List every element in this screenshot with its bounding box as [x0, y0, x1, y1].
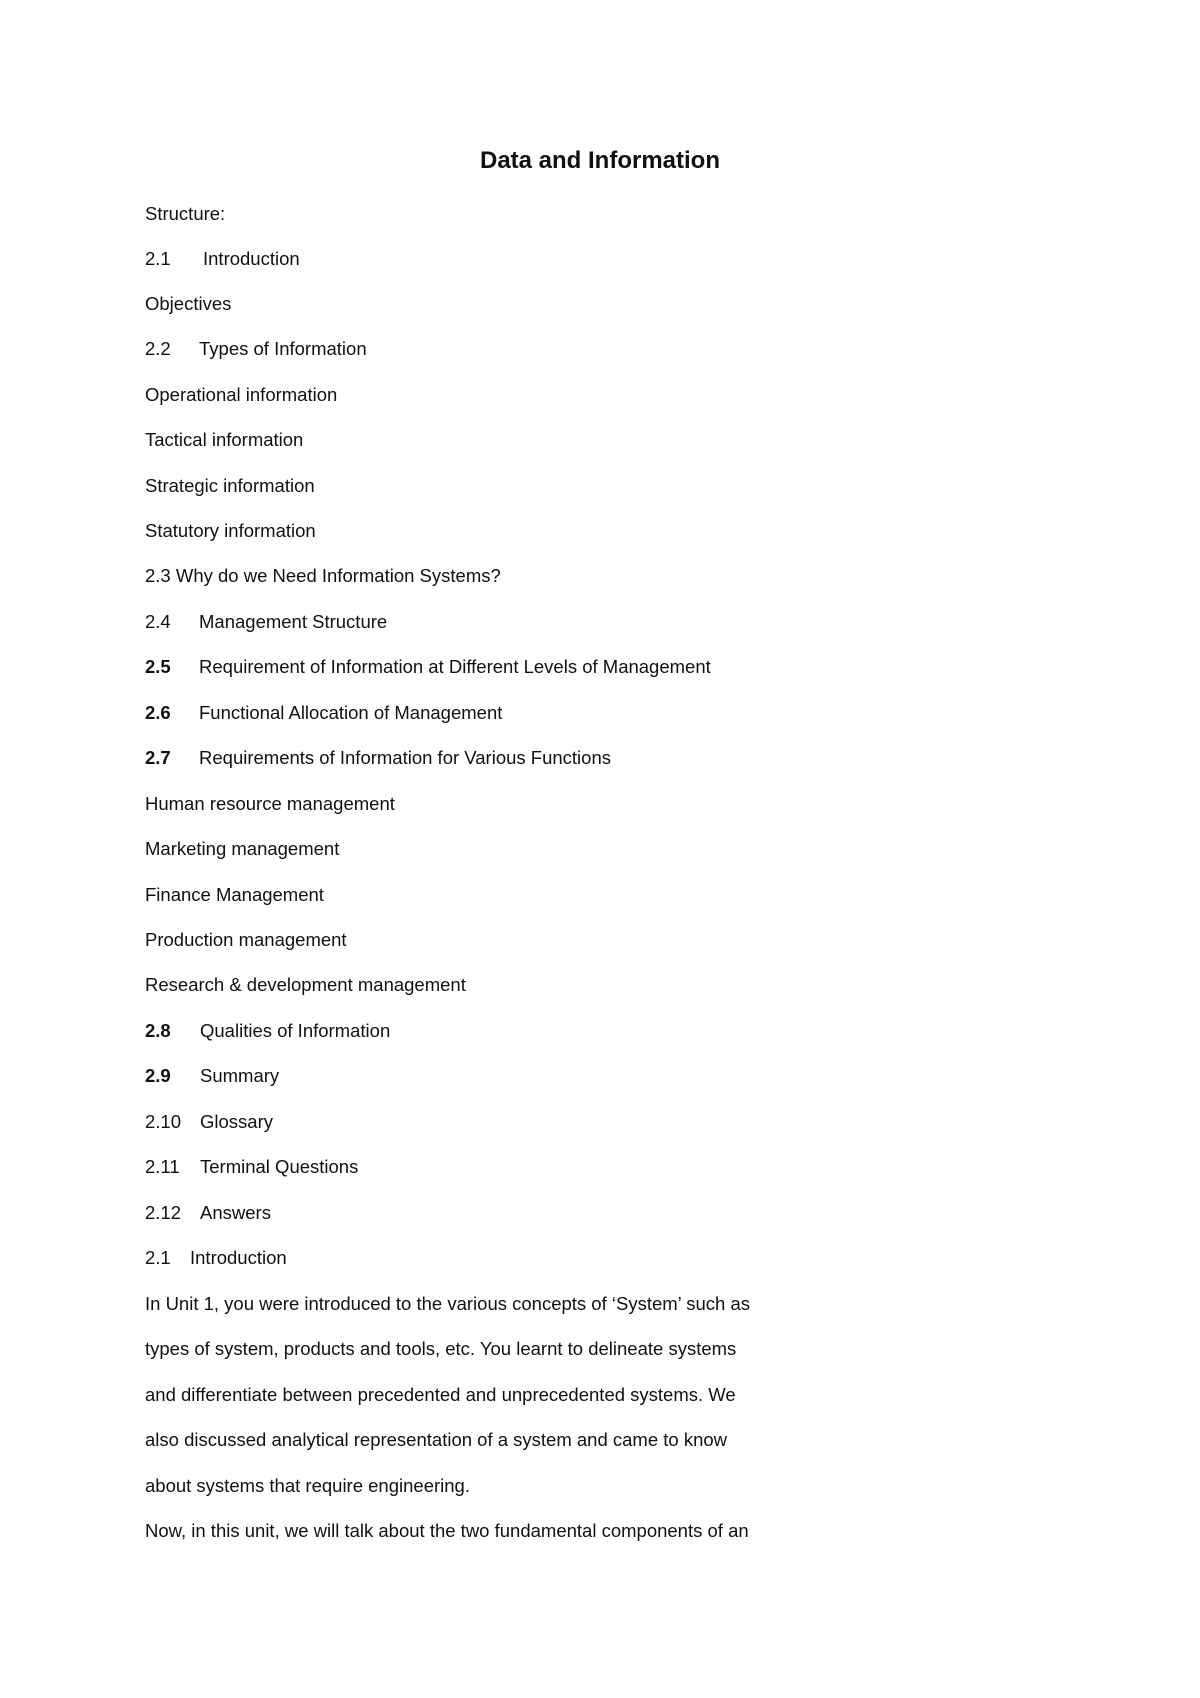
- toc-text: Qualities of Information: [200, 1020, 391, 1041]
- toc-item: Statutory information: [145, 520, 316, 541]
- toc-item: Tactical information: [145, 429, 304, 450]
- body-line: types of system, products and tools, etc. You learnt to delineate systems: [145, 1338, 737, 1359]
- toc-number: 2.9: [145, 1065, 171, 1086]
- document-title: Data and Information: [479, 147, 720, 174]
- toc-item: [145, 701, 502, 725]
- toc-number: 2.6: [145, 702, 171, 723]
- toc-item: [145, 655, 711, 679]
- toc-number: 2.4: [145, 611, 171, 632]
- toc-number: 2.5: [145, 656, 171, 677]
- toc-text: Requirement of Information at Different Levels of Management: [199, 656, 711, 677]
- toc-item: Finance Management: [145, 884, 324, 905]
- toc-text: Introduction: [203, 248, 300, 269]
- toc-item: Strategic information: [145, 475, 315, 496]
- toc-item: Objectives: [145, 293, 232, 314]
- toc-item: [145, 610, 387, 634]
- toc-number: 2.12: [145, 1202, 182, 1223]
- toc-text: Summary: [200, 1065, 280, 1086]
- toc-number: 2.11: [145, 1156, 180, 1177]
- toc-item: [145, 1201, 271, 1225]
- section-number: 2.1: [145, 1247, 171, 1268]
- toc-item: Research & development management: [145, 974, 466, 995]
- body-line: In Unit 1, you were introduced to the various concepts of ‘System’ such as: [145, 1293, 750, 1314]
- section-heading: [145, 1246, 287, 1270]
- toc-text: Requirements of Information for Various Functions: [199, 747, 611, 768]
- toc-item: [145, 337, 367, 361]
- body-line: about systems that require engineering.: [145, 1475, 470, 1496]
- toc-text: Types of Information: [199, 338, 367, 359]
- toc-text: Management Structure: [199, 611, 388, 632]
- structure-label: Structure:: [145, 203, 226, 224]
- toc-number: 2.8: [145, 1020, 171, 1041]
- toc-item: [145, 247, 300, 271]
- toc-item: Marketing management: [145, 838, 340, 859]
- toc-item: 2.3 Why do we Need Information Systems?: [145, 565, 501, 586]
- toc-item: [145, 1155, 358, 1179]
- toc-item: [145, 746, 611, 770]
- toc-text: Answers: [200, 1202, 271, 1223]
- toc-text: Terminal Questions: [200, 1156, 359, 1177]
- toc-item: [145, 1110, 273, 1134]
- body-line: also discussed analytical representation of a system and came to know: [145, 1429, 728, 1450]
- toc-item: [145, 1064, 279, 1088]
- section-title: Introduction: [190, 1247, 287, 1268]
- toc-item: Production management: [145, 929, 347, 950]
- toc-number: 2.10: [145, 1111, 182, 1132]
- toc-number: 2.1: [145, 248, 171, 269]
- toc-number: 2.7: [145, 747, 171, 768]
- toc-text: Glossary: [200, 1111, 273, 1132]
- body-line: Now, in this unit, we will talk about the two fundamental components of an: [145, 1520, 749, 1541]
- toc-item: Operational information: [145, 384, 338, 405]
- toc-text: Functional Allocation of Management: [199, 702, 503, 723]
- toc-item: [145, 1019, 390, 1043]
- body-line: and differentiate between precedented and unprecedented systems. We: [145, 1384, 736, 1405]
- toc-item: Human resource management: [145, 793, 395, 814]
- toc-number: 2.2: [145, 338, 171, 359]
